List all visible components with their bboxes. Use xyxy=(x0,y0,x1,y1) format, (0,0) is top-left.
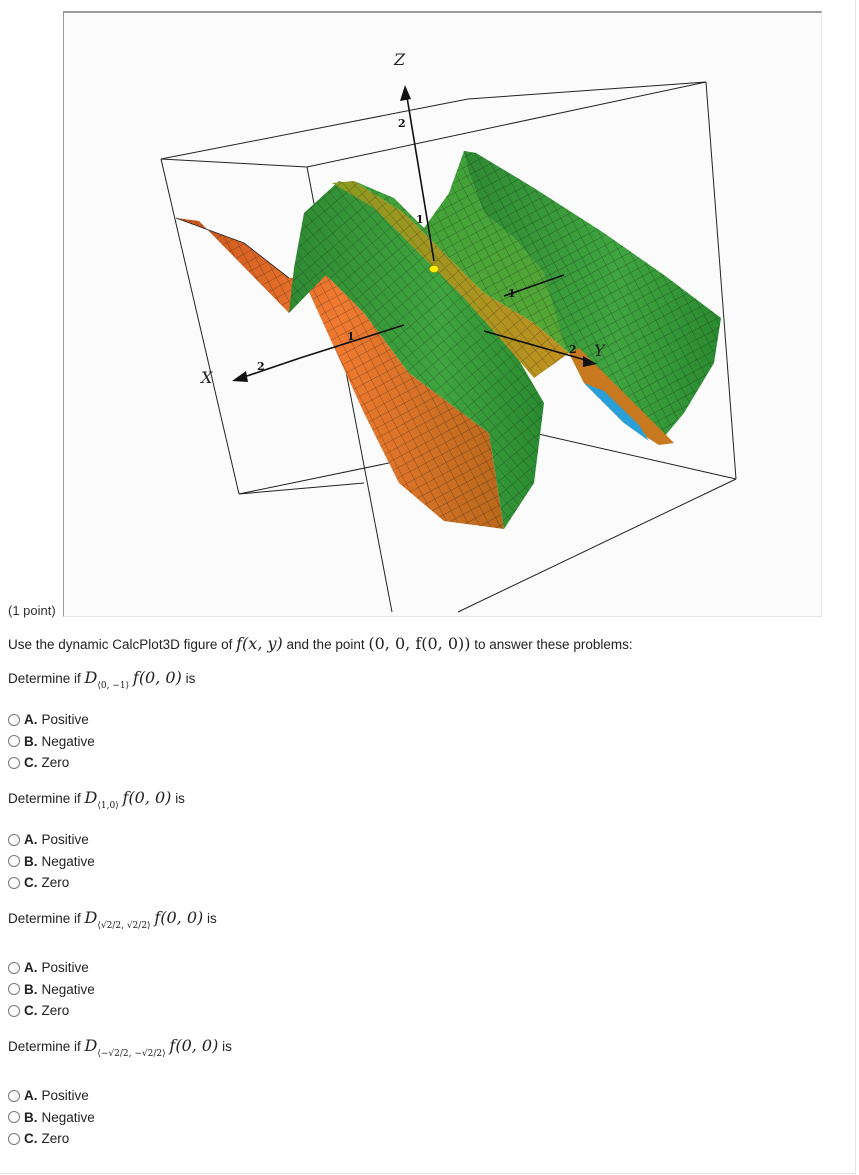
option-label: Zero xyxy=(41,1131,70,1147)
option-label: Zero xyxy=(41,755,70,771)
x-axis-label: X xyxy=(201,368,213,387)
z-arrow-icon xyxy=(400,85,411,101)
directional-derivative-symbol: D xyxy=(84,1036,98,1055)
surface-point[interactable] xyxy=(430,266,439,273)
question-4 xyxy=(8,1036,232,1059)
option-negative[interactable] xyxy=(8,979,95,1001)
option-label: Negative xyxy=(41,853,95,869)
question-prefix: Determine if xyxy=(8,911,81,926)
radio-button[interactable] xyxy=(8,714,20,726)
option-label: Zero xyxy=(41,875,70,891)
radio-button[interactable] xyxy=(8,757,20,769)
option-label: Zero xyxy=(41,1003,70,1019)
y-tick-1: 1 xyxy=(508,287,516,300)
radio-button[interactable] xyxy=(8,735,20,747)
option-letter: A. xyxy=(24,832,38,848)
plot-canvas[interactable] xyxy=(64,13,821,616)
option-letter: A. xyxy=(24,960,38,976)
radio-button[interactable] xyxy=(8,855,20,867)
intro-text-2: and the point xyxy=(286,637,365,652)
question-3 xyxy=(8,908,217,931)
option-label: Positive xyxy=(41,832,89,848)
option-letter: C. xyxy=(24,1003,38,1019)
direction-vector: ⟨−√2/2, −√2/2⟩ xyxy=(97,1049,166,1059)
option-letter: C. xyxy=(24,875,38,891)
option-zero[interactable] xyxy=(8,872,95,894)
z-axis-label: Z xyxy=(394,50,406,69)
option-label: Negative xyxy=(41,733,95,749)
question-suffix: is xyxy=(207,911,217,926)
option-letter: B. xyxy=(24,981,38,997)
option-positive[interactable] xyxy=(8,829,95,851)
options-4 xyxy=(8,1085,95,1150)
radio-button[interactable] xyxy=(8,1005,20,1017)
directional-derivative-symbol: D xyxy=(84,668,98,687)
intro-point: (0, 0, f(0, 0)) xyxy=(368,634,471,653)
option-label: Negative xyxy=(41,1109,95,1125)
y-axis-label: Y xyxy=(594,341,605,360)
option-zero[interactable] xyxy=(8,1128,95,1150)
option-label: Positive xyxy=(41,960,89,976)
z-tick-1: 1 xyxy=(416,213,424,226)
instructions xyxy=(8,634,633,653)
question-suffix: is xyxy=(185,671,196,686)
calcplot3d-figure[interactable] xyxy=(63,11,822,617)
question-1 xyxy=(8,668,195,691)
option-negative[interactable] xyxy=(8,731,95,753)
radio-button[interactable] xyxy=(8,1133,20,1145)
option-letter: B. xyxy=(24,853,38,869)
direction-vector: ⟨√2/2, √2/2⟩ xyxy=(97,921,151,931)
option-positive[interactable] xyxy=(8,709,95,731)
option-negative[interactable] xyxy=(8,851,95,873)
question-prefix: Determine if xyxy=(8,671,81,686)
function-at-point: f(0, 0) xyxy=(169,1036,219,1055)
radio-button[interactable] xyxy=(8,1090,20,1102)
point-value: (1 point) xyxy=(8,603,56,618)
option-letter: B. xyxy=(24,1109,38,1125)
option-label: Positive xyxy=(41,712,89,728)
function-at-point: f(0, 0) xyxy=(122,788,172,807)
options-3 xyxy=(8,957,95,1022)
intro-text-3: to answer these problems: xyxy=(474,637,633,652)
radio-button[interactable] xyxy=(8,834,20,846)
function-at-point: f(0, 0) xyxy=(132,668,182,687)
function-at-point: f(0, 0) xyxy=(154,908,204,927)
option-letter: B. xyxy=(24,733,38,749)
x-arrow-icon xyxy=(232,371,248,382)
y-tick-2: 2 xyxy=(569,343,577,356)
intro-text-1: Use the dynamic CalcPlot3D figure of xyxy=(8,637,233,652)
radio-button[interactable] xyxy=(8,1111,20,1123)
radio-button[interactable] xyxy=(8,962,20,974)
question-prefix: Determine if xyxy=(8,791,81,806)
direction-vector: ⟨1,0⟩ xyxy=(97,801,119,811)
option-letter: C. xyxy=(24,1131,38,1147)
directional-derivative-symbol: D xyxy=(84,908,98,927)
option-label: Positive xyxy=(41,1088,89,1104)
question-prefix: Determine if xyxy=(8,1039,81,1054)
option-zero[interactable] xyxy=(8,752,95,774)
question-2 xyxy=(8,788,185,811)
option-negative[interactable] xyxy=(8,1107,95,1129)
question-suffix: is xyxy=(222,1039,232,1054)
x-tick-1: 1 xyxy=(347,330,355,343)
z-tick-2: 2 xyxy=(398,117,406,130)
option-letter: A. xyxy=(24,1088,38,1104)
radio-button[interactable] xyxy=(8,983,20,995)
option-zero[interactable] xyxy=(8,1000,95,1022)
intro-function: f(x, y) xyxy=(236,634,283,653)
option-label: Negative xyxy=(41,981,95,997)
option-positive[interactable] xyxy=(8,957,95,979)
x-tick-2: 2 xyxy=(257,360,265,373)
options-2 xyxy=(8,829,95,894)
options-1 xyxy=(8,709,95,774)
option-letter: A. xyxy=(24,712,38,728)
direction-vector: ⟨0, −1⟩ xyxy=(97,681,130,691)
radio-button[interactable] xyxy=(8,877,20,889)
option-positive[interactable] xyxy=(8,1085,95,1107)
x-axis xyxy=(244,358,300,377)
option-letter: C. xyxy=(24,755,38,771)
directional-derivative-symbol: D xyxy=(84,788,98,807)
question-suffix: is xyxy=(175,791,185,806)
